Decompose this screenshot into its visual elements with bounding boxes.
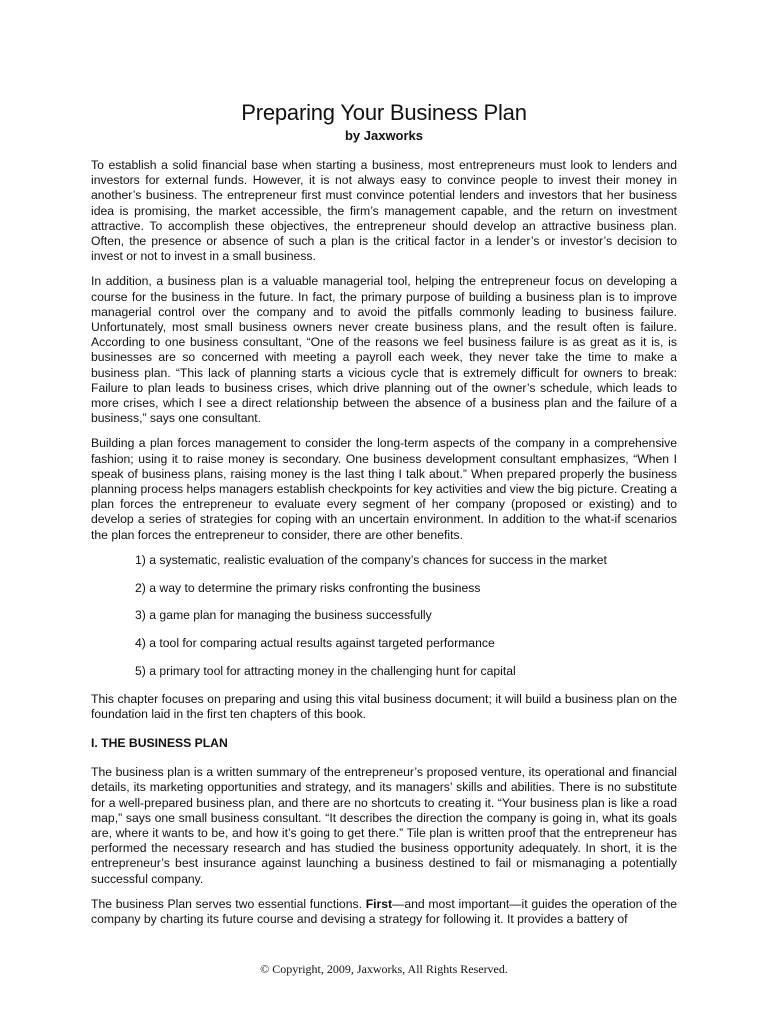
list-item: 4) a tool for comparing actual results against targeted performance (135, 636, 495, 651)
paragraph-two-functions (91, 897, 677, 927)
list-item: 3) a game plan for managing the business successfully (135, 608, 432, 623)
list-item: 1) a systematic, realistic evaluation of the company’s chances for success in the market (135, 552, 607, 567)
text-before: The business Plan serves two essential functions. (91, 896, 366, 911)
list-item: 2) a way to determine the primary risks confronting the business (135, 580, 481, 595)
emphasis-first: First (365, 896, 393, 911)
paragraph-building-plan: Building a plan forces management to consider the long-term aspects of the company in a comprehensive fashion; using it to raise money is secondary. One business development consultant emphasizes, “When I speak of business plans, raising money is the last thing I talk about.” When prepared properly the business planning process helps managers establish checkpoints for key activities and view the big picture. Creating a plan forces the entrepreneur to evaluate every segment of her company (proposed or existing) and to develop a series of strategies for coping with an uncertain environment. In addition to the what-if scenarios the plan forces the entrepreneur to consider, there are other benefits. (91, 436, 677, 542)
text-after: —and most important—it guides the operation of the company by charting its future course and devising a strategy for following it. It provides a battery of (91, 896, 677, 927)
copyright-footer: © Copyright, 2009, Jaxworks, All Rights Reserved. (260, 962, 508, 976)
list-item: 5) a primary tool for attracting money in the challenging hunt for capital (135, 664, 516, 679)
document-byline: by Jaxworks (344, 128, 424, 143)
document-title: Preparing Your Business Plan (241, 100, 527, 125)
document-page (91, 100, 677, 937)
paragraph-chapter-focus: This chapter focuses on preparing and using this vital business document; it will build a business plan on the foundation laid in the first ten chapters of this book. (91, 691, 677, 722)
paragraph-business-plan-definition: The business plan is a written summary of the entrepreneur’s proposed venture, its operational and financial details, its marketing opportunities and strategy, and its managers’ skills and abilities. There is no substitute for a well-prepared business plan, and there are no shortcuts to creating it. “Your business plan is like a road map,” says one small business consultant. “It describes the direction the company is going in, what its goals are, where it wants to be, and how it’s going to get there.” Tile plan is written proof that the entrepreneur has performed the necessary research and has studied the business opportunity adequately. In short, it is the entrepreneur’s best insurance against launching a business destined to fail or mismanaging a potentially successful company. (91, 765, 677, 886)
paragraph-managerial-tool: In addition, a business plan is a valuable managerial tool, helping the entrepreneur focus on developing a course for the business in the future. In fact, the primary purpose of building a business plan is to improve managerial control over the company and to avoid the pitfalls commonly leading to business failure. Unfortunately, most small business owners never create business plans, and the result often is failure. According to one business consultant, “One of the reasons we feel business failure is as great as it is, is businesses are so concerned with meeting a payroll each week, they never take the time to make a business plan. “This lack of planning starts a vicious cycle that is extremely difficult for owners to break: Failure to plan leads to business crises, which drive planning out of the owner’s schedule, which leads to more crises, which I see a direct relationship between the absence of a business plan and the failure of a business,” says one consultant. (91, 274, 677, 426)
section-heading: I. THE BUSINESS PLAN (91, 736, 228, 751)
paragraph-intro: To establish a solid financial base when starting a business, most entrepreneurs must look to lenders and investors for external funds. However, it is not always easy to convince people to invest their money in another’s business. The entrepreneur first must convince potential lenders and investors that her business idea is promising, the market accessible, the firm’s management capable, and the return on investment attractive. To accomplish these objectives, the entrepreneur should develop an attractive business plan. Often, the presence or absence of such a plan is the critical factor in a lender’s or investor’s decision to invest or not to invest in a small business. (91, 158, 677, 264)
benefits-list (91, 553, 677, 679)
